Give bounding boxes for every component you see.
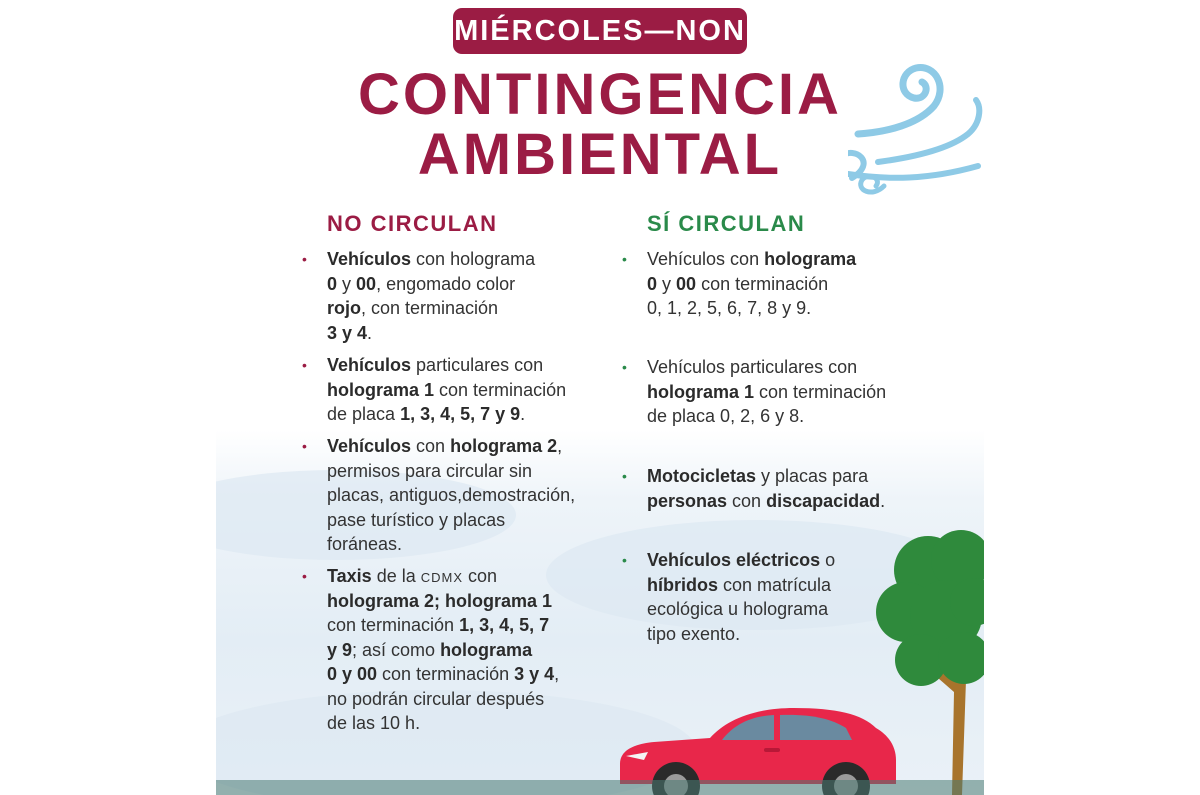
text-run: .	[880, 490, 886, 511]
text-run: con terminación	[696, 273, 829, 294]
bold-text: Motocicletas	[647, 466, 757, 486]
bold-text: 0	[327, 273, 338, 294]
bold-text: discapacidad	[766, 490, 881, 511]
text-run: .	[367, 322, 373, 343]
no-circulan-item	[302, 434, 617, 557]
bold-text: holograma 2	[450, 436, 558, 456]
no-circulan-item	[302, 247, 617, 345]
si-circulan-heading: SÍ CIRCULAN	[647, 211, 806, 236]
text-run: , engomado color	[376, 273, 516, 294]
text-run: ; así como	[352, 639, 441, 660]
bullet-dot: •	[622, 251, 627, 267]
text-run: con holograma	[411, 249, 536, 269]
bold-text: y 9	[327, 639, 353, 660]
text-run: con	[411, 436, 451, 456]
text-run: Vehículos con	[647, 249, 765, 269]
text-run: de la	[371, 566, 421, 586]
text-run: , con terminación	[361, 298, 499, 318]
text-run: Vehículos particulares con	[647, 357, 858, 377]
bold-text: 1, 3, 4, 5, 7 y 9	[400, 404, 521, 424]
bullet-dot: •	[302, 357, 307, 373]
bold-text: 0 y 00	[327, 664, 378, 684]
bold-text: Taxis	[327, 566, 372, 586]
no-circulan-item	[302, 353, 617, 427]
text-run: con terminación	[434, 379, 567, 400]
text-run: y	[657, 273, 677, 294]
si-circulan-item	[622, 464, 937, 513]
wind-swirl-icon	[848, 54, 984, 204]
text-run: de las 10 h.	[327, 713, 421, 733]
bold-text: Vehículos eléctricos	[647, 550, 821, 570]
text-run: con terminación	[327, 615, 460, 635]
bold-text: 3 y 4	[514, 664, 555, 684]
bold-text: holograma	[440, 639, 533, 660]
bullet-dot: •	[302, 568, 307, 584]
text-run: ecológica u holograma	[647, 599, 829, 619]
text-run: cdmx	[420, 566, 464, 586]
wind-strokes	[848, 68, 979, 192]
text-run: de placa 0, 2, 6 y 8.	[647, 406, 805, 426]
bold-text: holograma	[764, 249, 857, 269]
bold-text: holograma 1	[327, 379, 435, 400]
no-circulan-heading: NO CIRCULAN	[327, 211, 498, 236]
si-circulan-item	[622, 355, 937, 429]
tree-foliage	[876, 530, 984, 686]
door-handle	[764, 748, 780, 752]
bullet-dot: •	[622, 552, 627, 568]
text-run: pase turístico y placas	[327, 509, 506, 530]
text-run: y placas para	[756, 466, 869, 486]
text-run: ,	[557, 436, 563, 456]
text-run: 0, 1, 2, 5, 6, 7, 8 y 9.	[647, 298, 812, 318]
text-run: con	[463, 566, 498, 586]
bold-text: 00	[356, 273, 377, 294]
title-line-1: CONTINGENCIA	[358, 62, 842, 127]
bullet-dot: •	[622, 359, 627, 375]
text-run: placas, antiguos,demostración,	[327, 485, 576, 505]
text-run: o	[820, 550, 836, 570]
text-run: no podrán circular después	[327, 688, 545, 709]
bold-text: holograma 1	[647, 381, 755, 402]
poster	[216, 0, 984, 795]
text-run: foráneas.	[327, 534, 403, 554]
bold-text: 00	[676, 273, 697, 294]
text-run: .	[520, 404, 526, 424]
bold-text: Vehículos	[327, 249, 412, 269]
text-run: de placa	[327, 404, 401, 424]
bullet-dot: •	[622, 468, 627, 484]
bold-text: personas	[647, 490, 728, 511]
bold-text: holograma 2; holograma 1	[327, 590, 553, 611]
no-circulan-item	[302, 564, 617, 736]
bold-text: 1, 3, 4, 5, 7	[459, 615, 550, 635]
text-run: particulares con	[411, 355, 544, 375]
text-run: tipo exento.	[647, 623, 741, 644]
text-run: con	[727, 490, 767, 511]
bullet-dot: •	[302, 251, 307, 267]
text-run: con terminación	[754, 381, 887, 402]
text-run: con terminación	[377, 664, 515, 684]
si-circulan-item	[622, 247, 937, 321]
text-run: y	[337, 273, 357, 294]
bullet-dot: •	[302, 438, 307, 454]
ground-strip	[216, 780, 984, 795]
bold-text: 0	[647, 273, 658, 294]
bold-text: híbridos	[647, 574, 718, 595]
bold-text: Vehículos	[327, 436, 412, 456]
day-badge: MIÉRCOLES—NON	[453, 8, 747, 54]
text-run: ,	[554, 664, 560, 684]
text-run: permisos para circular sin	[327, 460, 533, 481]
bold-text: Vehículos	[327, 355, 412, 375]
bold-text: 3 y 4	[327, 322, 368, 343]
text-run: con matrícula	[718, 574, 832, 595]
title-line-2: AMBIENTAL	[417, 122, 783, 187]
bold-text: rojo	[327, 298, 361, 318]
